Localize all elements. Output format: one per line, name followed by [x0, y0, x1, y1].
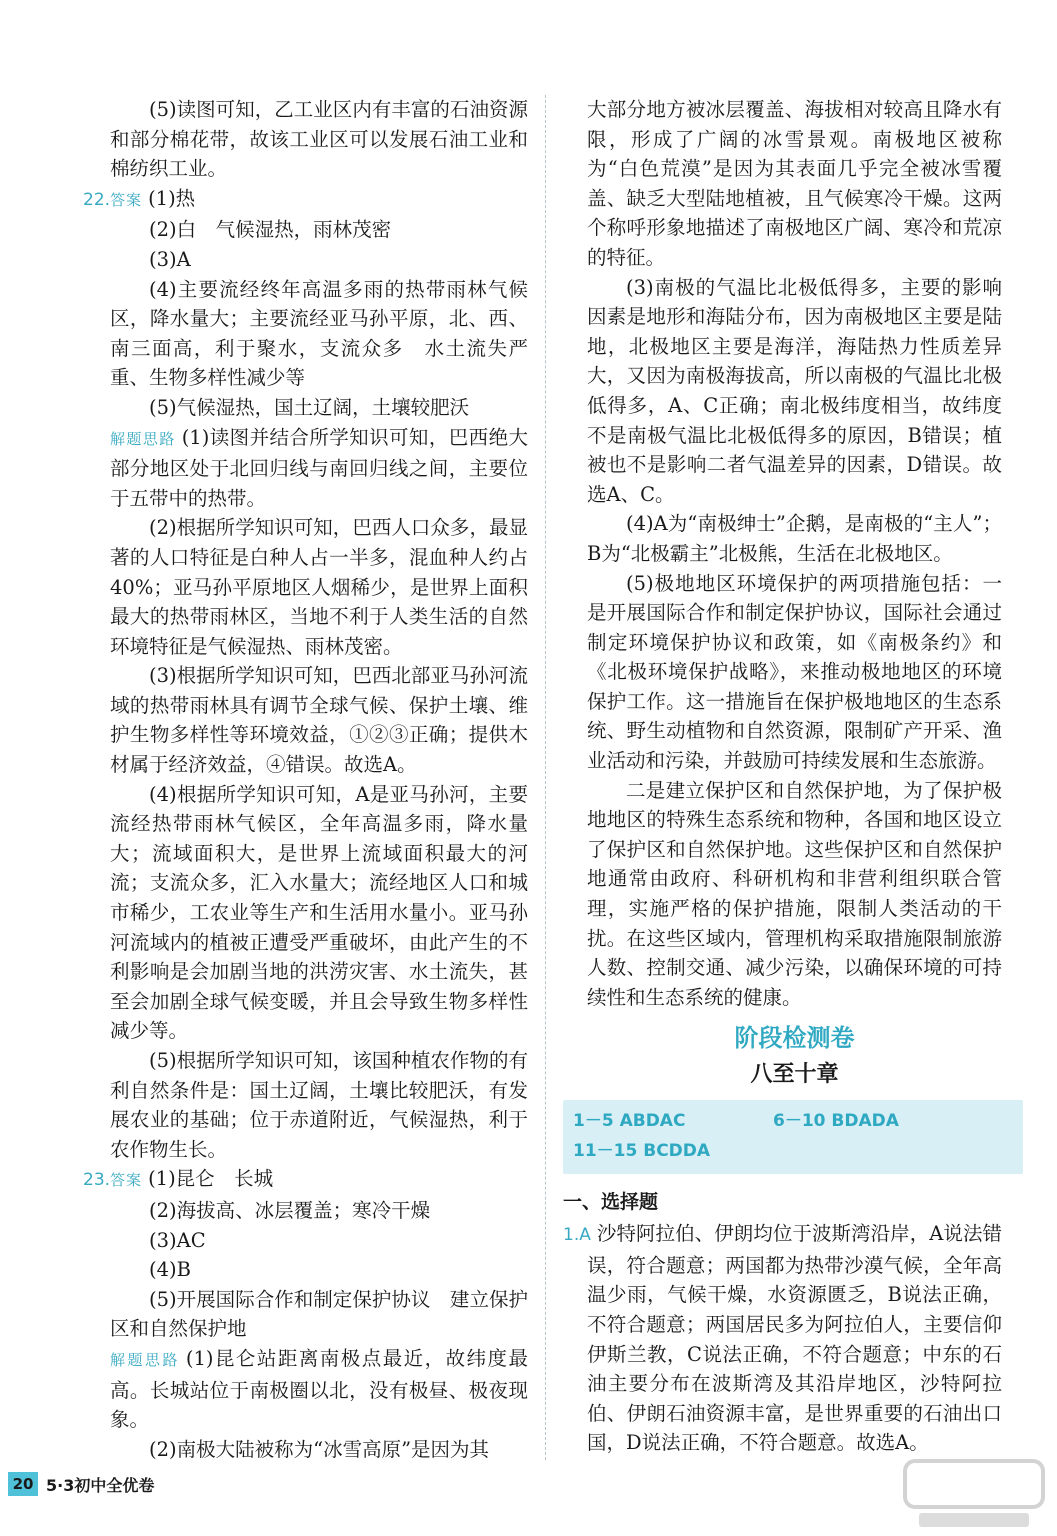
- q23-number: 23.: [83, 1170, 111, 1191]
- chapter-title: 八至十章: [750, 1062, 839, 1087]
- watermark-icon: [899, 1455, 1049, 1533]
- q23-answer-2: (2)海拔高、冰层覆盖；寒冷干燥: [149, 1198, 431, 1222]
- left-column: [83, 95, 528, 1464]
- answer-key-box: [563, 1100, 1023, 1174]
- answer-key-6-10: 6－10 BDADA: [773, 1110, 899, 1131]
- question-23: [83, 1164, 528, 1464]
- analysis-5-cont: 二是建立保护区和自然保护地，为了保护极地地区的特殊生态系统和物种，各国和地区设立了保护区和自然保护地。这些保护区和自然保护地通常由政府、科研机构和非营利组织联合管理，实施严格的保护措施，限制人类活动的干扰。在这些区域内，管理机构采取措施限制旅游人数、控制交通、减少污染，以确保环境的可持续性和生态系统的健康。: [587, 778, 1002, 1009]
- q23-analysis-tag: 解题思路: [110, 1350, 180, 1369]
- analysis-5: (5)极地地区环境保护的两项措施包括：一是开展国际合作和制定保护协议，国际社会通过制定环境保护协议和政策，如《南极条约》和《北极环境保护战略》，来推动极地地区的环境保护工作。这一措施旨在保护极地地区的生态系统、野生动植物和自然资源，限制矿产开采、渔业活动和污染，并鼓励可持续发展和生态旅游。: [587, 571, 1002, 773]
- q23-analysis-1: 解题思路 (1)昆仑站距离南极点最近，故纬度最高。长城站位于南极圈以北，没有极昼、极夜现象。: [110, 1346, 528, 1432]
- page-number: 20: [8, 1472, 38, 1496]
- answer-key-row-1: [573, 1106, 1013, 1136]
- analysis-3: (3)南极的气温比北极低得多，主要的影响因素是地形和海陆分布，因为南极地区主要是陆地，北极地区主要是海洋，海陆热力性质差异大，又因为南极海拔高，所以南极的气温比北极低得多，A、C正确；南北极纬度相当，故纬度不是南极气温比北极低得多的原因，B错误；植被也不是影响二者气温差异的因素，D错误。故选A、C。: [587, 275, 1002, 506]
- continued-paragraph: 大部分地方被冰层覆盖、海拔相对较高且降水有限，形成了广阔的冰雪景观。南极地区被称为“白色荒漠”是因为其表面几乎完全被冰雪覆盖、缺乏大型陆地植被，且气候寒冷干燥。这两个称呼形象地描述了南极地区广阔、寒冷和荒凉的特征。: [587, 98, 1002, 269]
- part-title: 一、选择题: [563, 1190, 659, 1213]
- answer-key-11-15: 11－15 BCDDA: [573, 1140, 711, 1161]
- answer-key-row-2: [573, 1136, 1013, 1166]
- q22-analysis-1: 解题思路 (1)读图并结合所学知识可知，巴西绝大部分地区处于北回归线与南回归线之间，主要位于五带中的热带。: [110, 425, 528, 510]
- q23-answer-5: (5)开展国际合作和制定保护协议 建立保护区和自然保护地: [110, 1287, 528, 1341]
- question-1: [563, 1219, 1002, 1458]
- intro-paragraph: (5)读图可知，乙工业区内有丰富的石油资源和部分棉花带，故该工业区可以发展石油工业和棉纺织工业。: [110, 98, 528, 181]
- answer-key-1-5: 1－5 ABDAC: [573, 1110, 686, 1131]
- q22-answer-tag: 答案: [110, 190, 143, 209]
- column-divider: [545, 95, 546, 1460]
- analysis-4: (4)A为“南极绅士”企鹅，是南极的“主人”；B为“北极霸主”北极熊，生活在北极地区。: [587, 512, 1002, 565]
- q1-number: 1.A: [563, 1225, 591, 1246]
- q23-answer-4: (4)B: [149, 1258, 191, 1282]
- q22-number: 22.: [83, 189, 111, 210]
- q23-answer-3: (3)AC: [149, 1228, 206, 1252]
- right-column: [563, 95, 1002, 1458]
- question-22: [83, 184, 528, 1165]
- page-footer: [8, 1470, 154, 1498]
- q23-analysis-2: (2)南极大陆被称为“冰雪高原”是因为其: [149, 1437, 490, 1461]
- q22-analysis-3: (3)根据所学知识可知，巴西北部亚马孙河流域的热带雨林具有调节全球气候、保护土壤、维护生物多样性等环境效益，①②③正确；提供木材属于经济效益，④错误。故选A。: [110, 664, 528, 777]
- section-title: 阶段检测卷: [734, 1024, 855, 1053]
- q22-analysis-2: (2)根据所学知识可知，巴西人口众多，最显著的人口特征是白种人占一半多，混血种人约占40%；亚马孙平原地区人烟稀少，是世界上面积最大的热带雨林区，当地不利于人类生活的自然环境特征是气候湿热、雨林茂密。: [110, 516, 528, 658]
- q23-answer-tag: 答案: [110, 1171, 143, 1190]
- q1-text: 沙特阿拉伯、伊朗均位于波斯湾沿岸，A说法错误，符合题意；两国都为热带沙漠气候，全年高温少雨，气候干燥，水资源匮乏，B说法正确，不符合题意；两国居民多为阿拉伯人，主要信仰伊斯兰教，C说法正确，不符合题意；中东的石油主要分布在波斯湾及其沿岸地区，沙特阿拉伯、伊朗石油资源丰富，是世界重要的石油出口国，D说法正确，不符合题意。故选A。: [587, 1222, 1002, 1455]
- q22-analysis-tag: 解题思路: [110, 429, 176, 448]
- q22-analysis-4: (4)根据所学知识可知，A是亚马孙河，主要流经热带雨林气候区，全年高温多雨，降水量大；流域面积大，是世界上流域面积最大的河流；支流众多，汇入水量大；流经地区人口和城市稀少，工农业等生产和生活用水量小。亚马孙河流域内的植被正遭受严重破坏，由此产生的不利影响是会加剧当地的洪涝灾害、水土流失，甚至会加剧全球气候变暖，并且会导致生物多样性减少等。: [110, 782, 528, 1043]
- q22-answer-1: 22.答案 (1)热: [83, 186, 196, 210]
- q22-answer-4: (4)主要流经终年高温多雨的热带雨林气候区，降水量大；主要流经亚马孙平原，北、西、南三面高，利于聚水，支流众多 水土流失严重、生物多样性减少等: [110, 277, 528, 390]
- q22-answer-2: (2)白 气候湿热，雨林茂密: [149, 218, 392, 242]
- brand-name: 5·3初中全优卷: [46, 1475, 155, 1495]
- q22-analysis-5: (5)根据所学知识可知，该国种植农作物的有利自然条件是：国土辽阔，土壤比较肥沃，有发展农业的基础；位于赤道附近，气候湿热，利于农作物生长。: [110, 1049, 528, 1161]
- q22-answer-3: (3)A: [149, 247, 191, 271]
- q23-answer-1: 23.答案 (1)昆仑 长城: [83, 1167, 274, 1191]
- q22-answer-5: (5)气候湿热，国土辽阔，土壤较肥沃: [149, 395, 470, 419]
